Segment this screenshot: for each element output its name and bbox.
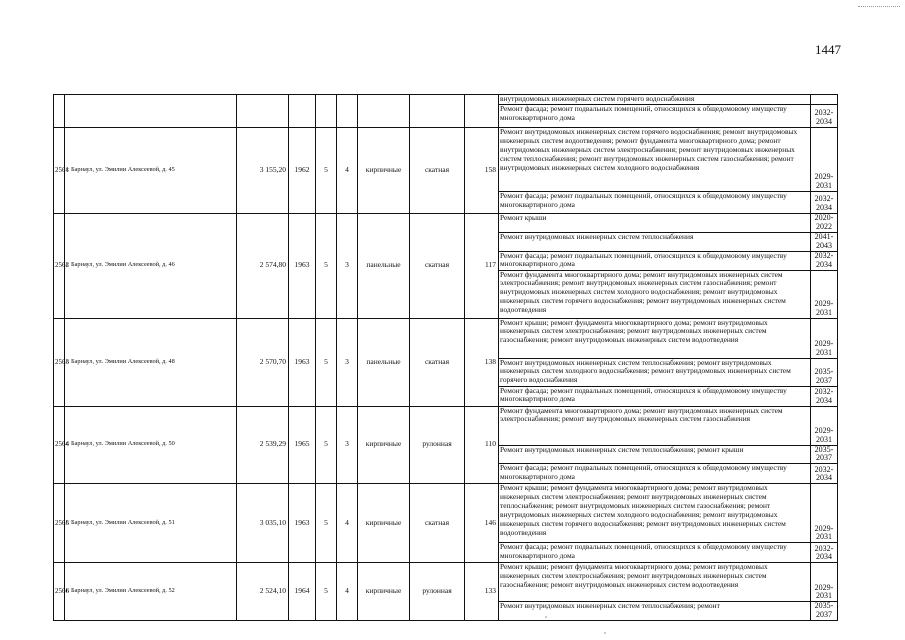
- roof-type: скатная: [410, 127, 465, 213]
- work-description: Ремонт внутридомовых инженерных систем теплоснабжения; ремонт внутридомовых инженерных систем холодного водоснабжения; ремонт внутридомовых инженерных систем горячего водоснабжения: [499, 358, 811, 386]
- floor-count: 5: [316, 127, 337, 213]
- resident-count: 158: [465, 127, 499, 213]
- building-number: 2563: [54, 318, 65, 406]
- building-number: 2565: [54, 484, 65, 563]
- resident-count: 110: [465, 406, 499, 484]
- resident-count: 133: [465, 563, 499, 621]
- wall-material: кирпичные: [358, 406, 410, 484]
- construction-year: 1963: [289, 484, 316, 563]
- page-number: 1447: [815, 42, 841, 57]
- floor-count: 5: [316, 318, 337, 406]
- work-period: 2032-2034: [811, 104, 838, 127]
- work-period: 2032-2034: [811, 543, 838, 563]
- construction-year: 1964: [289, 563, 316, 621]
- roof-type: рулонная: [410, 406, 465, 484]
- work-description: Ремонт крыши; ремонт фундамента многоквартирного дома; ремонт внутридомовых инженерных систем электроснабжения; ремонт внутридомовых инженерных систем теплоснабжения; ремонт внутридомовых инженерных систем газоснабжения; ремонт внутридомовых инженерных систем холодного водоснабжения; ремонт внутридомовых инженерных систем горячего водоснабжения; ремонт внутридомовых инженерных систем водоотведения: [499, 484, 811, 543]
- work-period: 2029-2031: [811, 563, 838, 602]
- resident-count: 146: [465, 484, 499, 563]
- table-row: [54, 484, 838, 543]
- building-area: 2 524,10: [237, 563, 289, 621]
- entrance-count: 4: [337, 127, 358, 213]
- table-row: [54, 95, 838, 105]
- cont-walls: [358, 95, 410, 128]
- roof-type: скатная: [410, 213, 465, 318]
- register-body: [54, 95, 838, 621]
- entrance-count: 3: [337, 318, 358, 406]
- wall-material: кирпичные: [358, 484, 410, 563]
- construction-year: 1963: [289, 213, 316, 318]
- floor-count: 5: [316, 406, 337, 484]
- table-row: [54, 213, 838, 232]
- floor-count: 5: [316, 213, 337, 318]
- roof-type: скатная: [410, 484, 465, 563]
- entrance-count: 3: [337, 406, 358, 484]
- work-description: Ремонт крыши; ремонт фундамента многоквартирного дома; ремонт внутридомовых инженерных систем электроснабжения; ремонт внутридомовых инженерных систем газоснабжения; ремонт внутридомовых инженерных систем водоотведения: [499, 318, 811, 358]
- work-period: 2032-2034: [811, 251, 838, 270]
- table-row: [54, 406, 838, 445]
- work-period: 2035-2037: [811, 602, 838, 621]
- work-description: Ремонт внутридомовых инженерных систем теплоснабжения; ремонт: [499, 602, 811, 621]
- wall-material: панельные: [358, 213, 410, 318]
- building-address: г. Барнаул, ул. Эмилии Алексеевой, д. 45: [65, 127, 237, 213]
- building-area: 2 574,80: [237, 213, 289, 318]
- resident-count: 117: [465, 213, 499, 318]
- cont-entrances: [337, 95, 358, 128]
- building-address: г. Барнаул, ул. Эмилии Алексеевой, д. 51: [65, 484, 237, 563]
- work-period: 2029-2031: [811, 127, 838, 191]
- table-row: [54, 127, 838, 191]
- building-area: 2 539,29: [237, 406, 289, 484]
- building-address: г. Барнаул, ул. Эмилии Алексеевой, д. 50: [65, 406, 237, 484]
- cont-area: [237, 95, 289, 128]
- building-number: 2561: [54, 127, 65, 213]
- table-row: [54, 563, 838, 602]
- work-description: внутридомовых инженерных систем горячего водоснабжения: [499, 95, 811, 105]
- cont-roof: [410, 95, 465, 128]
- scan-speck: [604, 632, 606, 634]
- entrance-count: 4: [337, 484, 358, 563]
- roof-type: рулонная: [410, 563, 465, 621]
- construction-year: 1962: [289, 127, 316, 213]
- work-description: Ремонт внутридомовых инженерных систем теплоснабжения; ремонт крыши: [499, 445, 811, 464]
- housing-register-table: [53, 94, 838, 621]
- building-number: 2566: [54, 563, 65, 621]
- work-period: [811, 95, 838, 105]
- work-description: Ремонт фасада; ремонт подвальных помещений, относящихся к общедомовому имуществу многоквартирного дома: [499, 386, 811, 406]
- entrance-count: 4: [337, 563, 358, 621]
- building-address: г. Барнаул, ул. Эмилии Алексеевой, д. 48: [65, 318, 237, 406]
- building-number: 2562: [54, 213, 65, 318]
- work-description: Ремонт фасада; ремонт подвальных помещений, относящихся к общедомовому имуществу многоквартирного дома: [499, 191, 811, 213]
- work-period: 2020-2022: [811, 213, 838, 232]
- work-description: Ремонт фасада; ремонт подвальных помещений, относящихся к общедомовому имуществу многоквартирного дома: [499, 251, 811, 270]
- work-description: Ремонт внутридомовых инженерных систем теплоснабжения: [499, 232, 811, 251]
- building-area: 3 155,20: [237, 127, 289, 213]
- work-period: 2032-2034: [811, 464, 838, 484]
- work-description: Ремонт фундамента многоквартирного дома; ремонт внутридомовых инженерных систем электроснабжения; ремонт внутридомовых инженерных систем газоснабжения: [499, 406, 811, 445]
- work-period: 2029-2031: [811, 318, 838, 358]
- work-description: Ремонт фасада; ремонт подвальных помещений, относящихся к общедомовому имуществу многоквартирного дома: [499, 104, 811, 127]
- entrance-count: 3: [337, 213, 358, 318]
- floor-count: 5: [316, 484, 337, 563]
- cont-apartments: [465, 95, 499, 128]
- work-description: Ремонт крыши: [499, 213, 811, 232]
- construction-year: 1963: [289, 318, 316, 406]
- construction-year: 1965: [289, 406, 316, 484]
- resident-count: 138: [465, 318, 499, 406]
- work-description: Ремонт фасада; ремонт подвальных помещений, относящихся к общедомовому имуществу многоквартирного дома: [499, 543, 811, 563]
- work-period: 2041-2043: [811, 232, 838, 251]
- building-area: 3 035,10: [237, 484, 289, 563]
- floor-count: 5: [316, 563, 337, 621]
- table-row: [54, 318, 838, 358]
- scan-edge-mark: [858, 6, 900, 8]
- work-description: Ремонт фундамента многоквартирного дома; ремонт внутридомовых инженерных систем электроснабжения; ремонт внутридомовых инженерных систем газоснабжения; ремонт внутридомовых инженерных систем холодного водоснабжения; ремонт внутридомовых инженерных систем горячего водоснабжения; ремонт внутридомовых инженерных систем водоотведения: [499, 270, 811, 318]
- building-address: г. Барнаул, ул. Эмилии Алексеевой, д. 52: [65, 563, 237, 621]
- work-period: 2032-2034: [811, 386, 838, 406]
- cont-num: [54, 95, 65, 128]
- work-period: 2029-2031: [811, 484, 838, 543]
- building-number: 2564: [54, 406, 65, 484]
- wall-material: кирпичные: [358, 127, 410, 213]
- building-area: 2 570,70: [237, 318, 289, 406]
- roof-type: скатная: [410, 318, 465, 406]
- work-period: 2035-2037: [811, 358, 838, 386]
- wall-material: кирпичные: [358, 563, 410, 621]
- work-period: 2035-2037: [811, 445, 838, 464]
- work-period: 2029-2031: [811, 406, 838, 445]
- cont-address: [65, 95, 237, 128]
- work-description: Ремонт внутридомовых инженерных систем горячего водоснабжения; ремонт внутридомовых инженерных систем водоотведения; ремонт фундамента многоквартирного дома; ремонт внутридомовых инженерных систем электроснабжения; ремонт внутридомовых инженерных систем теплоснабжения; ремонт внутридомовых инженерных систем газоснабжения; ремонт внутридомовых инженерных систем холодного водоснабжения: [499, 127, 811, 191]
- wall-material: панельные: [358, 318, 410, 406]
- cont-floors: [316, 95, 337, 128]
- work-description: Ремонт крыши; ремонт фундамента многоквартирного дома; ремонт внутридомовых инженерных систем электроснабжения; ремонт внутридомовых инженерных систем газоснабжения; ремонт внутридомовых инженерных систем водоотведения: [499, 563, 811, 602]
- work-period: 2029-2031: [811, 270, 838, 318]
- building-address: г. Барнаул, ул. Эмилии Алексеевой, д. 46: [65, 213, 237, 318]
- work-description: Ремонт фасада; ремонт подвальных помещений, относящихся к общедомовому имуществу многоквартирного дома: [499, 464, 811, 484]
- cont-year: [289, 95, 316, 128]
- work-period: 2032-2034: [811, 191, 838, 213]
